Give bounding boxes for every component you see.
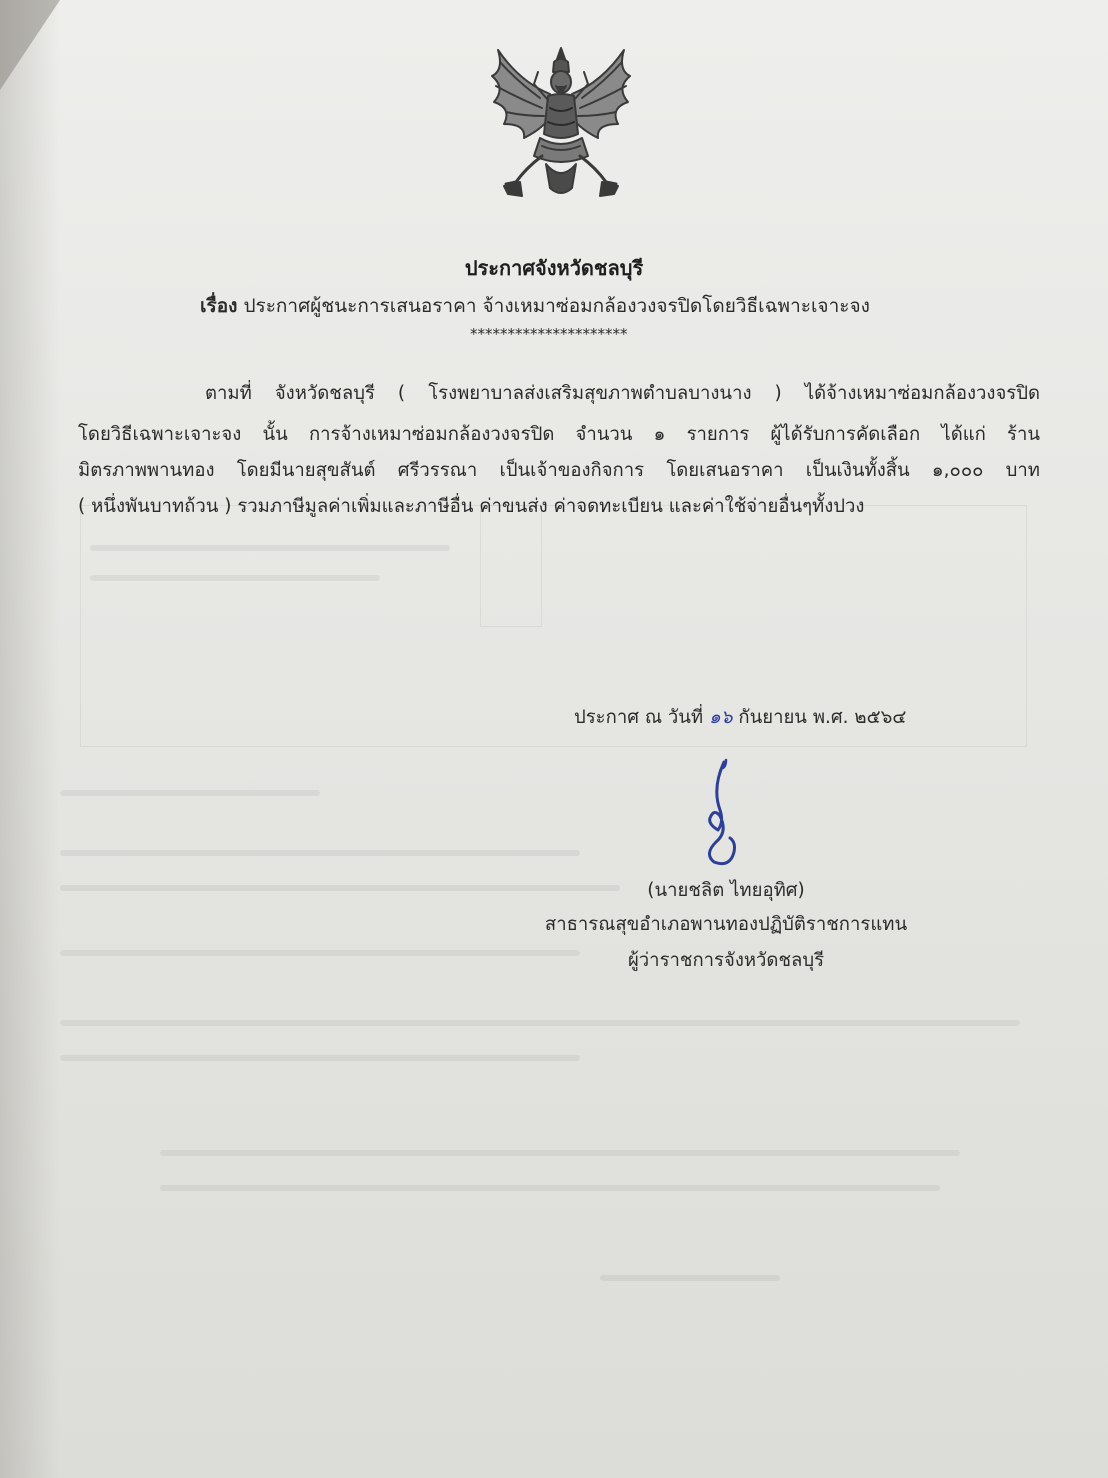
- date-day-handwritten: ๑๖: [709, 707, 733, 728]
- bleed-through-text: [160, 1150, 960, 1156]
- bleed-through-text: [160, 1185, 940, 1191]
- handwritten-signature: [690, 758, 760, 868]
- bleed-through-text: [60, 850, 580, 856]
- signatory-position: สาธารณสุขอำเภอพานทองปฏิบัติราชการแทน: [544, 914, 908, 935]
- signatory-name: (นายชลิต ไทยอุทิศ): [647, 880, 805, 901]
- bleed-through-text: [600, 1275, 780, 1281]
- subject-label: เรื่อง: [200, 295, 238, 317]
- bleed-through-text: [60, 1020, 1020, 1026]
- subject-text: ประกาศผู้ชนะการเสนอราคา จ้างเหมาซ่อมกล้องวงจรปิดโดยวิธีเฉพาะเจาะจง: [243, 295, 870, 317]
- bleed-through-text: [90, 575, 380, 581]
- garuda-emblem-icon: [480, 42, 642, 202]
- body-line-1: ตามที่ จังหวัดชลบุรี ( โรงพยาบาลส่งเสริมสุขภาพตำบลบางนาง ) ได้จ้างเหมาซ่อมกล้องวงจรปิด: [205, 383, 1040, 404]
- subject-line: [200, 291, 870, 321]
- date-month-year: กันยายน พ.ศ. ๒๕๖๔: [738, 707, 907, 728]
- body-line-4: ( หนึ่งพันบาทถ้วน ) รวมภาษีมูลค่าเพิ่มและภาษีอื่น ค่าขนส่ง ค่าจดทะเบียน และค่าใช้จ่ายอื่นๆทั้งปวง: [78, 496, 865, 517]
- bleed-through-text: [90, 545, 450, 551]
- bleed-through-text: [60, 790, 320, 796]
- bleed-through-table-column: [480, 505, 542, 627]
- separator-stars: *********************: [470, 325, 628, 343]
- bleed-through-text: [60, 1055, 580, 1061]
- body-line-2: โดยวิธีเฉพาะเจาะจง นั้น การจ้างเหมาซ่อมกล้องวงจรปิด จำนวน ๑ รายการ ผู้ได้รับการคัดเลือก ได้แก่ ร้าน: [78, 424, 1040, 445]
- date-prefix: ประกาศ ณ วันที่: [574, 707, 704, 728]
- signatory-role: ผู้ว่าราชการจังหวัดชลบุรี: [627, 950, 825, 971]
- body-line-3: มิตรภาพพานทอง โดยมีนายสุขสันต์ ศรีวรรณา เป็นเจ้าของกิจการ โดยเสนอราคา เป็นเงินทั้งสิ้น ๑,๐๐๐ บาท: [78, 460, 1040, 481]
- page-edge-shadow: [0, 0, 60, 1478]
- announcement-date: [574, 703, 906, 732]
- document-title: ประกาศจังหวัดชลบุรี: [464, 256, 644, 280]
